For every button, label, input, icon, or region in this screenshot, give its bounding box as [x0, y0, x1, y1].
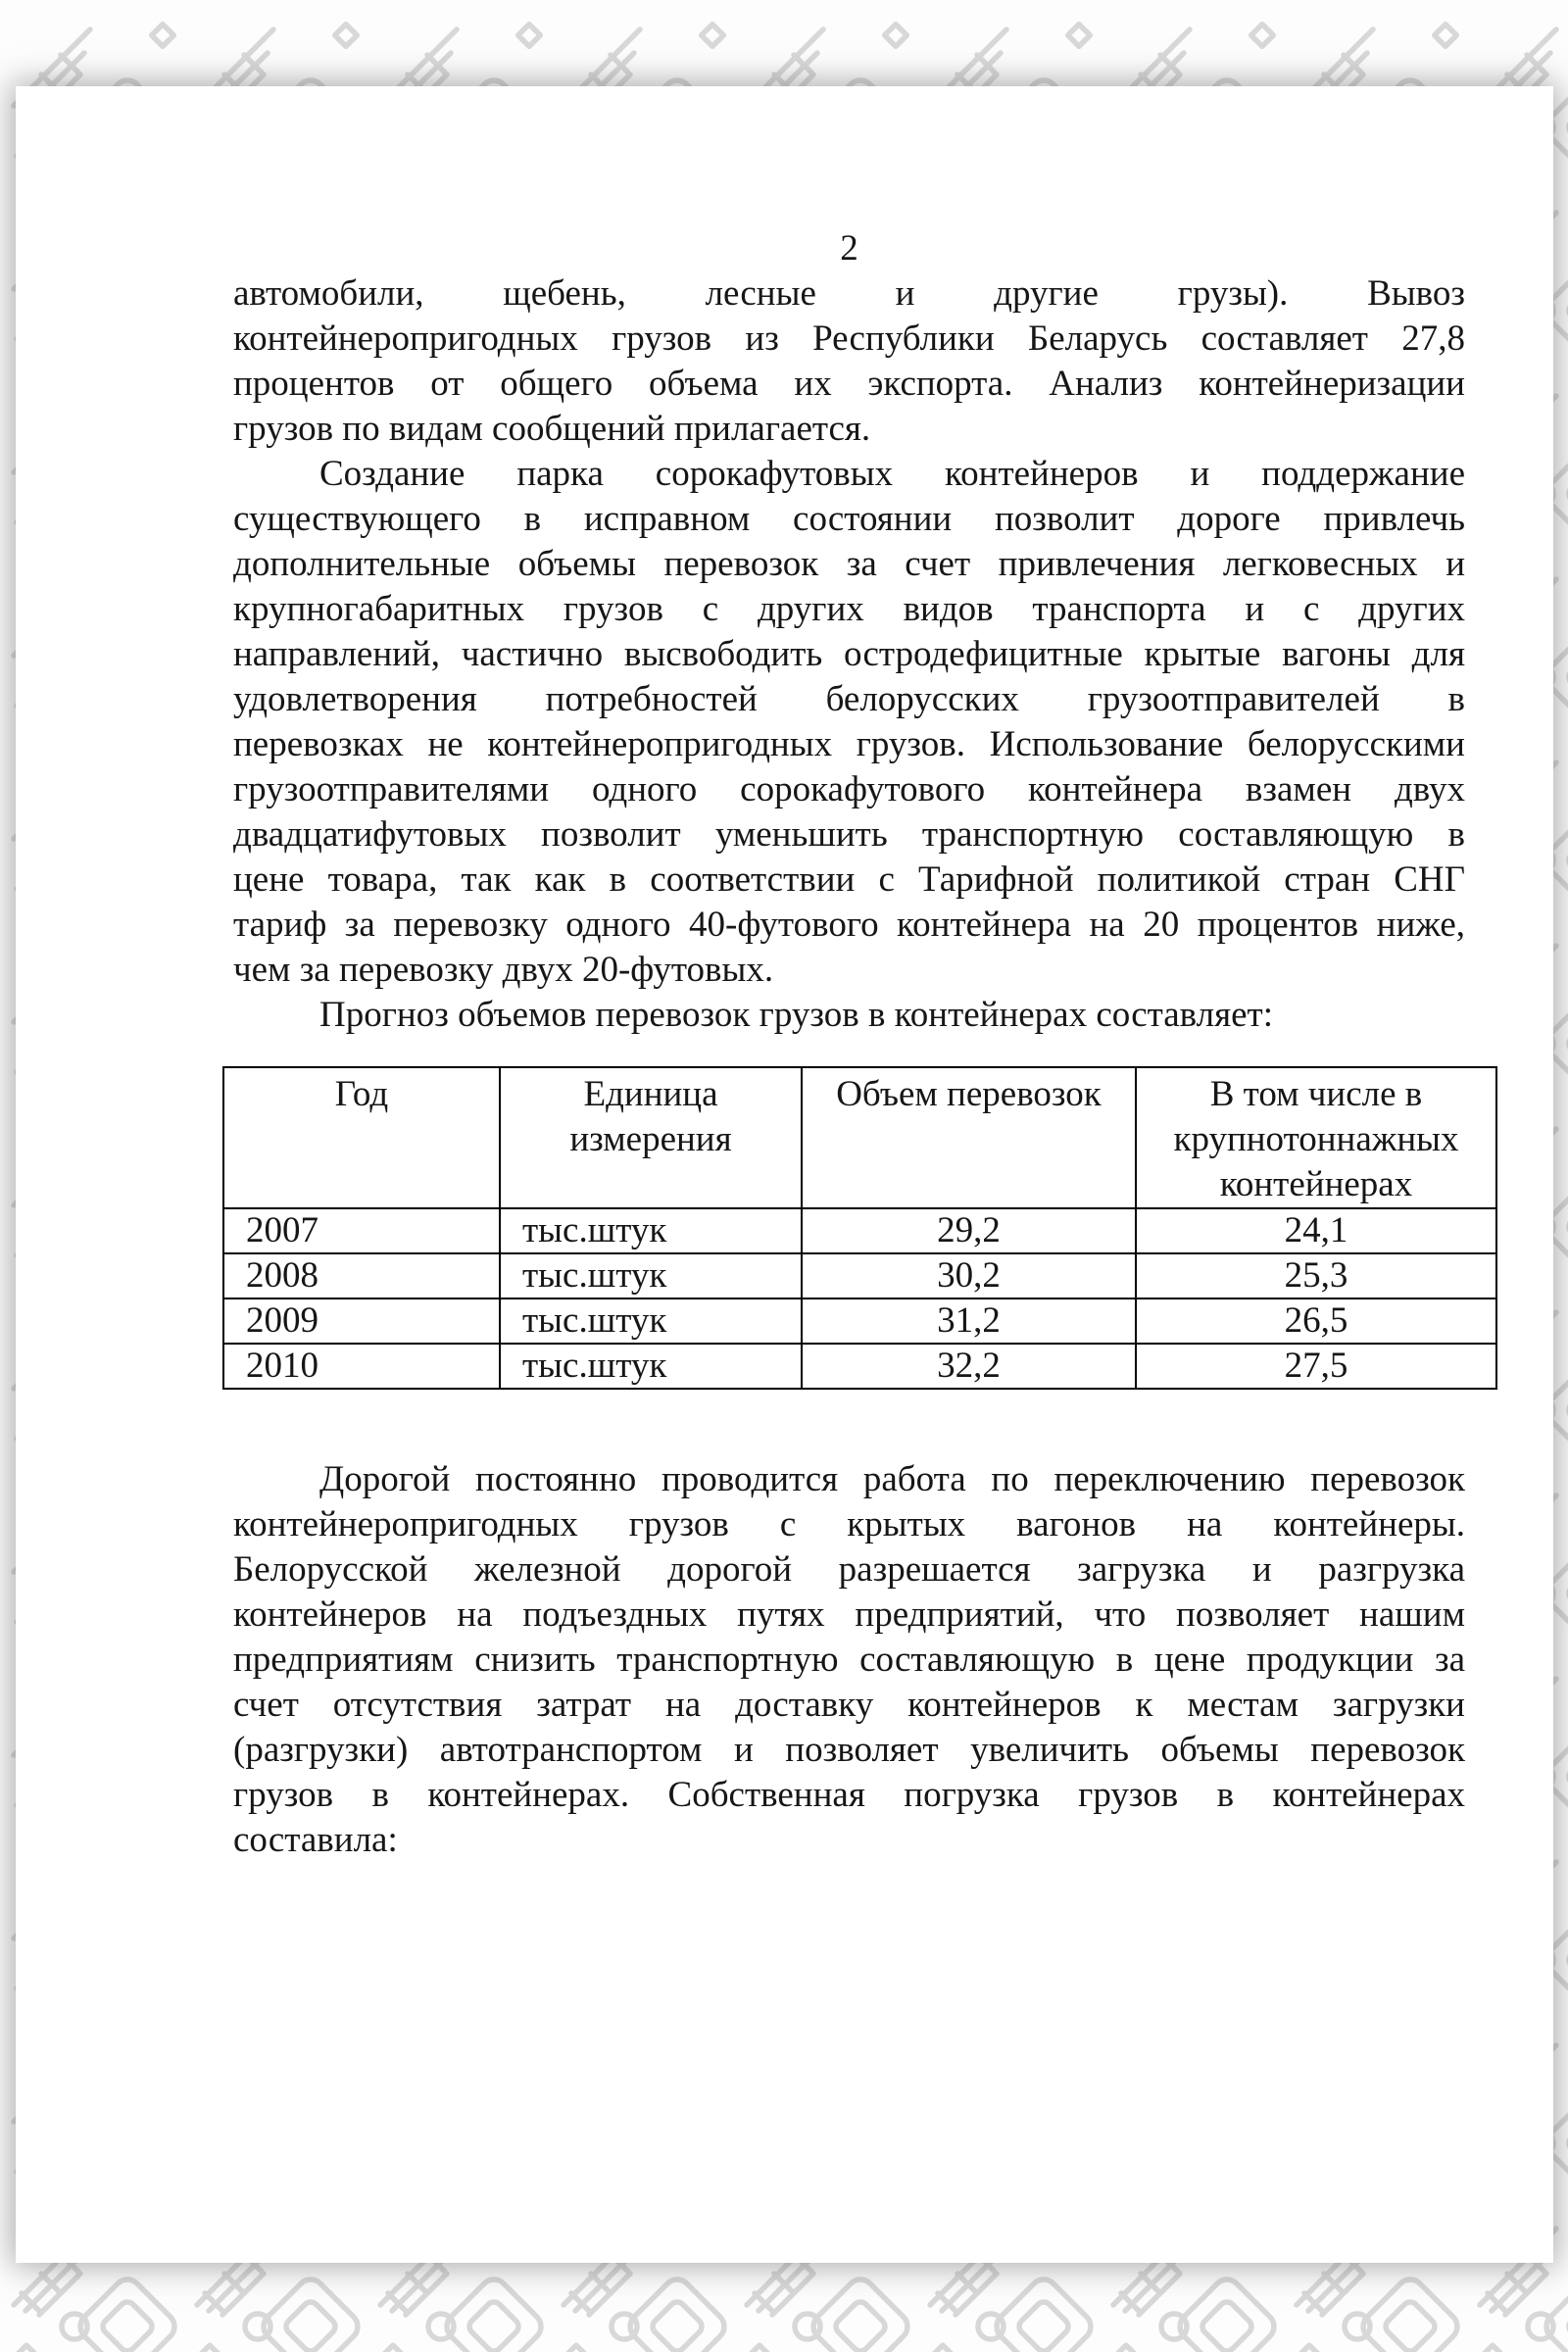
text-line: цене товара, так как в соответствии с Тарифной политикой стран СНГ [233, 859, 1465, 900]
forecast-table-header [223, 1067, 1496, 1208]
paragraph [233, 993, 1465, 1038]
table-header-row [223, 1067, 1496, 1208]
table-row [223, 1253, 1496, 1298]
table-cell: тыс.штук [500, 1253, 802, 1298]
table-cell: 27,5 [1136, 1344, 1496, 1389]
table-cell: 2008 [223, 1253, 500, 1298]
table-cell: 26,5 [1136, 1298, 1496, 1344]
text-line: контейнеров на подъездных путях предприятий, что позволяет нашим [233, 1594, 1465, 1635]
paragraph [233, 271, 1465, 452]
text-line: контейнеропригодных грузов с крытых вагонов на контейнеры. [233, 1504, 1465, 1544]
text-line: грузов в контейнерах. Собственная погрузка грузов в контейнерах [233, 1775, 1465, 1815]
table-cell: тыс.штук [500, 1208, 802, 1253]
text-line: Дорогой постоянно проводится работа по переключению перевозок [319, 1459, 1465, 1499]
text-line: счет отсутствия затрат на доставку контейнеров к местам загрузки [233, 1685, 1465, 1725]
text-line: удовлетворения потребностей белорусских грузоотправителей в [233, 679, 1465, 719]
text-line: Создание парка сорокафутовых контейнеров и поддержание [319, 454, 1465, 494]
table-cell: 24,1 [1136, 1208, 1496, 1253]
table-cell: тыс.штук [500, 1344, 802, 1389]
table-cell: 2010 [223, 1344, 500, 1389]
table-cell: 32,2 [802, 1344, 1136, 1389]
text-line: крупногабаритных грузов с других видов транспорта и с других [233, 589, 1465, 629]
text-line: автомобили, щебень, лесные и другие грузы). Вывоз [233, 273, 1465, 314]
paragraph [233, 452, 1465, 993]
table-header-cell: Объем перевозок [802, 1067, 1136, 1208]
table-cell: 31,2 [802, 1298, 1136, 1344]
table-cell: 29,2 [802, 1208, 1136, 1253]
text-line: процентов от общего объема их экспорта. Анализ контейнеризации [233, 364, 1465, 404]
text-line: (разгрузки) автотранспортом и позволяет увеличить объемы перевозок [233, 1730, 1465, 1770]
text-line: составила: [233, 1820, 398, 1860]
text-line: Прогноз объемов перевозок грузов в контейнерах составляет: [319, 995, 1274, 1035]
text-line: Белорусской железной дорогой разрешается загрузка и разгрузка [233, 1549, 1465, 1590]
text-line: двадцатифутовых позволит уменьшить транспортную составляющую в [233, 814, 1465, 855]
forecast-table [222, 1066, 1497, 1390]
text-line: грузов по видам сообщений прилагается. [233, 409, 871, 449]
text-line: существующего в исправном состоянии позволит дороге привлечь [233, 499, 1465, 539]
paragraph [233, 1457, 1465, 1863]
text-line: перевозках не контейнеропригодных грузов. Использование белорусскими [233, 724, 1465, 764]
table-row [223, 1208, 1496, 1253]
table-header-cell: В том числе в крупнотоннажных контейнерах [1136, 1067, 1496, 1208]
table-row [223, 1298, 1496, 1344]
table-cell: 25,3 [1136, 1253, 1496, 1298]
text-line: дополнительные объемы перевозок за счет привлечения легковесных и [233, 544, 1465, 584]
text-line: чем за перевозку двух 20-футовых. [233, 950, 774, 990]
text-block-after-table [233, 1457, 1465, 1863]
page-sheet [16, 86, 1553, 2263]
table-cell: тыс.штук [500, 1298, 802, 1344]
text-line: тариф за перевозку одного 40-футового контейнера на 20 процентов ниже, [233, 905, 1465, 945]
table-header-cell: Единица измерения [500, 1067, 802, 1208]
text-line: направлений, частично высвободить остродефицитные крытые вагоны для [233, 634, 1465, 674]
text-line: контейнеропригодных грузов из Республики Беларусь составляет 27,8 [233, 318, 1465, 359]
forecast-table-body [223, 1208, 1496, 1389]
table-cell: 30,2 [802, 1253, 1136, 1298]
page-content [233, 86, 1465, 1863]
text-block-before-table [233, 271, 1465, 1038]
table-cell: 2007 [223, 1208, 500, 1253]
table-cell: 2009 [223, 1298, 500, 1344]
text-line: предприятиям снизить транспортную составляющую в цене продукции за [233, 1640, 1465, 1680]
table-row [223, 1344, 1496, 1389]
text-line: грузоотправителями одного сорокафутового контейнера взамен двух [233, 769, 1465, 809]
page-number: 2 [840, 228, 858, 269]
table-header-cell: Год [223, 1067, 500, 1208]
